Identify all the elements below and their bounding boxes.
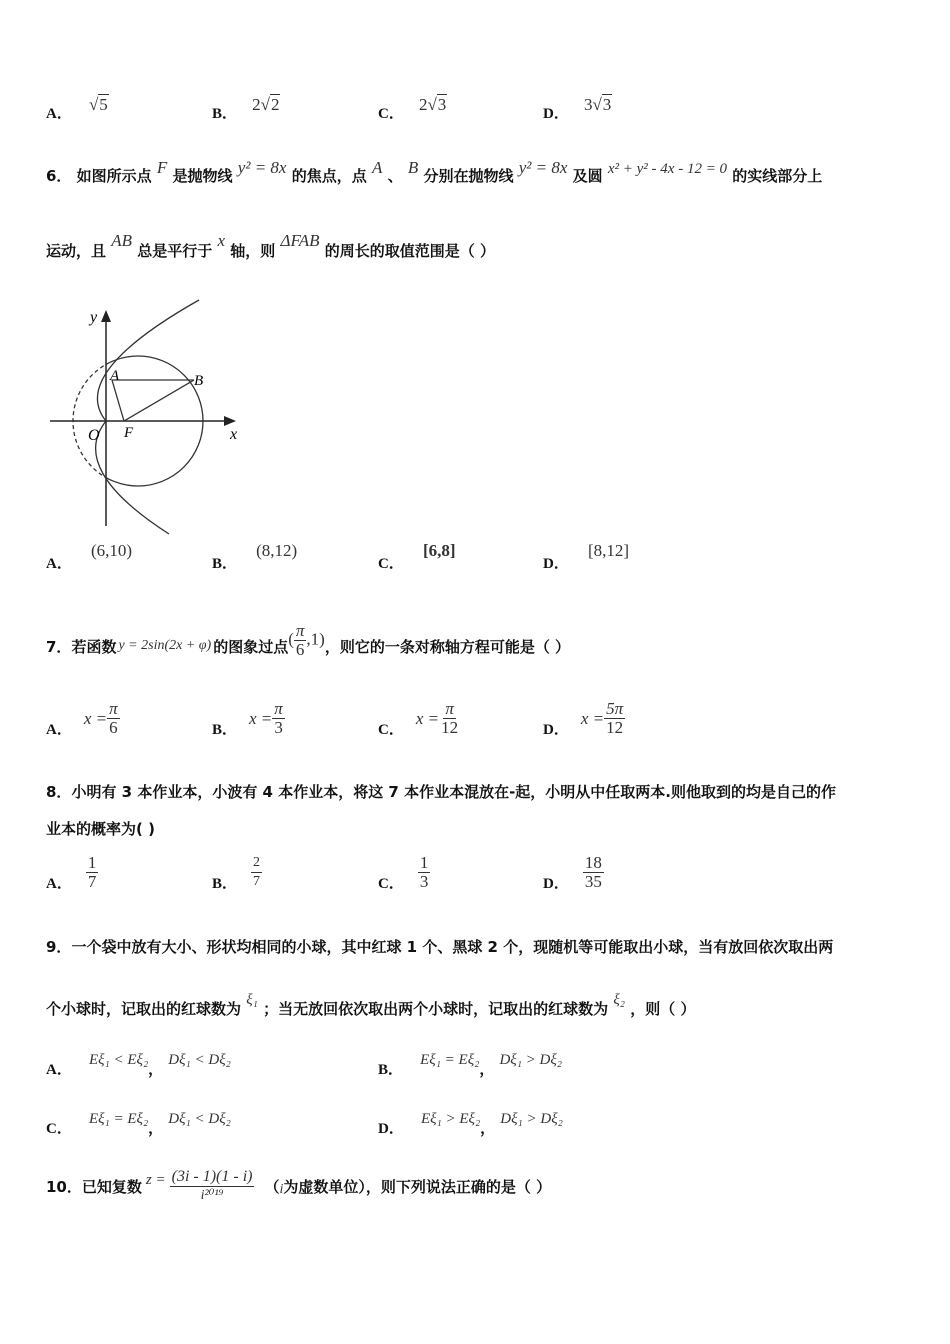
q9-line-2: 个小球时，记取出的红球数为 ξ₁ ；当无放回依次取出两个小球时，记取出的红球数为 ξ₂ ，则（ ） bbox=[46, 992, 696, 1018]
question-number: 6． bbox=[46, 167, 72, 185]
label-y: y bbox=[90, 309, 98, 326]
option-label: C． bbox=[378, 556, 404, 572]
q9-line-1: 9．一个袋中放有大小、形状均相同的小球，其中红球 1 个、黑球 2 个，现随机等可能取出小球，当有放回依次取出两 bbox=[46, 938, 834, 956]
label-o: O bbox=[88, 427, 100, 444]
question-number: 9． bbox=[46, 938, 72, 956]
option-label: C． bbox=[378, 722, 404, 738]
question-number: 10． bbox=[46, 1177, 82, 1196]
x-axis-arrow bbox=[224, 416, 236, 426]
q9-option-c: C． Eξ₁ = Eξ₂， Dξ₁ < Dξ₂ bbox=[46, 1111, 231, 1137]
option-value: [8,12] bbox=[587, 541, 630, 560]
q5-option-d: D． 3√3 bbox=[543, 95, 612, 122]
q6-option-d bbox=[543, 541, 630, 573]
q10-line: 10． 已知复数 z = $\frac{(3i - 1)(1 - i)}{\text{i²⁰¹⁹}}$ （ i 为虚数单位），则下列说法正确的是（ ） bbox=[46, 1167, 552, 1203]
q5-option-b: B． 2√2 bbox=[212, 95, 280, 122]
option-label: D． bbox=[378, 1121, 404, 1137]
option-value: (8,12) bbox=[256, 541, 298, 560]
q8-option-c: C． $\frac{1}{3}$ bbox=[378, 853, 429, 892]
q6-option-b bbox=[212, 541, 298, 573]
q9-option-a: A． Eξ₁ < Eξ₂， Dξ₁ < Dξ₂ bbox=[46, 1052, 231, 1078]
radicand: 2 bbox=[270, 95, 280, 114]
q7-option-d: D． x = $\frac{5\pi}{12}$ bbox=[543, 699, 624, 738]
option-label: A． bbox=[46, 722, 72, 738]
option-label: B． bbox=[212, 556, 238, 572]
option-label: C． bbox=[46, 1121, 72, 1137]
option-label: D． bbox=[543, 106, 569, 122]
option-value: (6,10) bbox=[90, 541, 133, 560]
option-value: [6,8] bbox=[422, 541, 456, 560]
option-label: A． bbox=[46, 876, 72, 892]
label-a: A bbox=[110, 368, 120, 384]
radicand: 5 bbox=[99, 95, 108, 114]
q7-option-a: A． x = $\frac{\pi}{6}$ bbox=[46, 699, 118, 738]
q8-line-2: 业本的概率为( ) bbox=[46, 820, 155, 838]
q9-option-b: B． Eξ₁ = Eξ₂， Dξ₁ > Dξ₂ bbox=[378, 1052, 563, 1078]
label-x: x bbox=[230, 426, 238, 443]
parabola-curve bbox=[96, 300, 199, 534]
q7-option-c: C． x = $\frac{\pi}{12}$ bbox=[378, 699, 459, 738]
option-label: A． bbox=[46, 1062, 72, 1078]
q6-option-a bbox=[46, 541, 133, 573]
q5-option-c: C． 2√3 bbox=[378, 95, 447, 122]
option-label: D． bbox=[543, 876, 569, 892]
segment-bf bbox=[124, 380, 194, 421]
option-label: C． bbox=[378, 106, 404, 122]
question-number: 7． bbox=[46, 637, 72, 656]
option-label: B． bbox=[378, 1062, 404, 1078]
point: ( $\frac{\pi}{6}$ ,1) bbox=[288, 620, 325, 659]
radicand: 3 bbox=[437, 95, 447, 114]
segment-af bbox=[112, 380, 124, 421]
q7-line: 7． 若函数 y = 2sin(2x + φ) 的图象过点 ( $\frac{\pi}{6}$ ,1) ，则它的一条对称轴方程可能是（ ） bbox=[46, 620, 571, 659]
option-label: A． bbox=[46, 556, 72, 572]
q9-option-d: D． Eξ₁ > Eξ₂， Dξ₁ > Dξ₂ bbox=[378, 1111, 563, 1137]
option-label: D． bbox=[543, 556, 569, 572]
option-label: B． bbox=[212, 876, 238, 892]
q6-option-c bbox=[378, 541, 456, 573]
q6-line-2: 运动，且 AB 总是平行于 x 轴，则 ΔFAB 的周长的取值范围是（ ） bbox=[46, 231, 495, 260]
option-label: A． bbox=[46, 106, 72, 122]
complex-fraction: $\frac{(3i - 1)(1 - i)}{\text{i²⁰¹⁹}}$ bbox=[171, 1167, 253, 1203]
q8-option-d: D． $\frac{18}{35}$ bbox=[543, 853, 602, 892]
label-b: B bbox=[194, 373, 204, 389]
option-label: B． bbox=[212, 722, 238, 738]
option-label: D． bbox=[543, 722, 569, 738]
q8-option-b: B． $\frac{2}{7}$ bbox=[212, 855, 261, 892]
q5-option-a: A． √5 bbox=[46, 95, 108, 122]
coefficient: 2 bbox=[252, 95, 261, 114]
q8-option-a: A． $\frac{1}{7}$ bbox=[46, 853, 97, 892]
q8-line-1: 8．小明有 3 本作业本，小波有 4 本作业本，将这 7 本作业本混放在-起，小明从中任取两本.则他取到的均是自己的作 bbox=[46, 783, 837, 801]
q7-option-b: B． x = $\frac{\pi}{3}$ bbox=[212, 699, 283, 738]
function-expression: y = 2sin(2x + φ) bbox=[118, 638, 212, 653]
q6-line-1: 6． 如图所示点 F 是抛物线 y² = 8x 的焦点，点 A 、 B 分别在抛物线 y² = 8x 及圆 x² + y² - 4x - 12 = 0 的实线部分上 bbox=[46, 158, 823, 185]
question-number: 8． bbox=[46, 783, 72, 801]
coefficient: 3 bbox=[583, 95, 593, 114]
option-label: B． bbox=[212, 106, 238, 122]
label-f: F bbox=[124, 425, 134, 441]
q6-figure bbox=[44, 294, 254, 539]
coefficient: 2 bbox=[418, 95, 428, 114]
y-axis-arrow bbox=[101, 310, 111, 322]
option-label: C． bbox=[378, 876, 404, 892]
radicand: 3 bbox=[602, 95, 612, 114]
